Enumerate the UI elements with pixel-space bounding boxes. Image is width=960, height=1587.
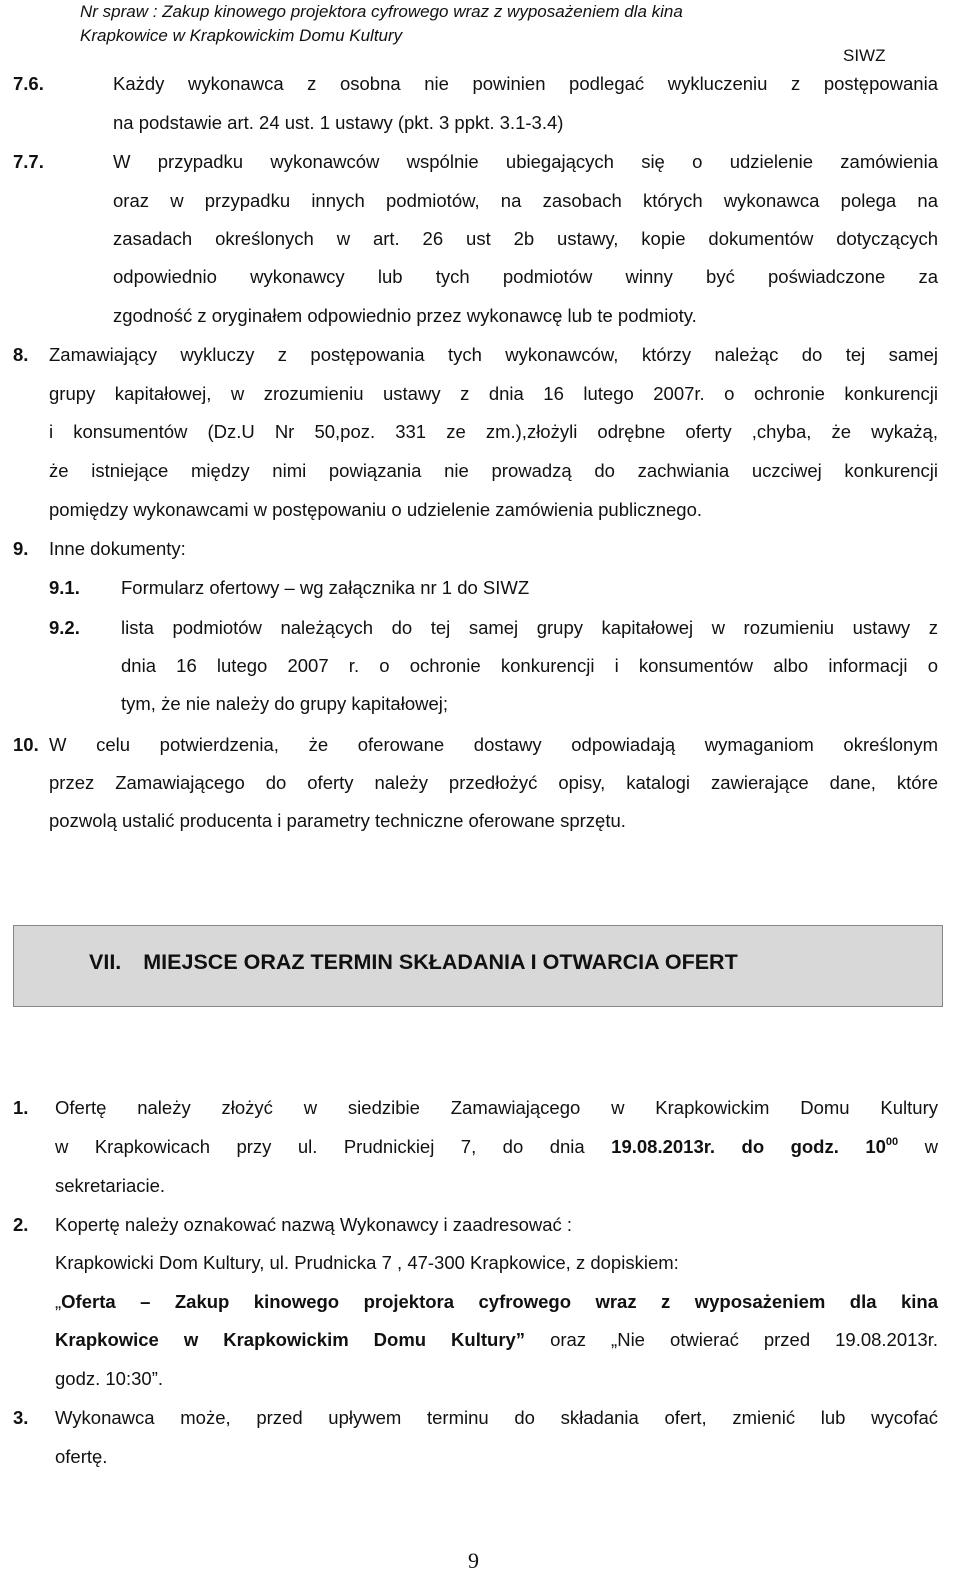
section-heading xyxy=(89,950,738,975)
section-item-2-line-3 xyxy=(55,1282,938,1321)
item-10-line-1: W celu potwierdzenia, że oferowane dostawy odpowiadają wymaganiom określonym xyxy=(49,734,938,755)
section-item-2-line-5: godz. 10:30”. xyxy=(55,1368,163,1389)
item-10-line-2: przez Zamawiającego do oferty należy przedłożyć opisy, katalogi zawierające dane, które xyxy=(49,772,938,793)
section-item-1-line-2 xyxy=(55,1127,938,1166)
deadline-bold: 19.08.2013r. do godz. 10 xyxy=(611,1136,886,1157)
section-item-1-line-1: Ofertę należy złożyć w siedzibie Zamawiającego w Krapkowickim Domu Kultury xyxy=(55,1097,938,1118)
item-8-line-5: pomiędzy wykonawcami w postępowaniu o udzielenie zamówienia publicznego. xyxy=(49,499,703,520)
section-item-2-line-1: Kopertę należy oznakować nazwą Wykonawcy i zaadresować : xyxy=(55,1214,573,1235)
item-7-7-line-1: W przypadku wykonawców wspólnie ubiegających się o udzielenie zamówienia xyxy=(113,151,938,172)
deadline-minutes: 00 xyxy=(885,1136,899,1148)
section-item-2-line-4-text: oraz „Nie otwierać przed 19.08.2013r. xyxy=(550,1329,938,1350)
item-9-2-line-2: dnia 16 lutego 2007 r. o ochronie konkurencji i konsumentów albo informacji o xyxy=(121,655,938,676)
item-7-7-line-5: zgodność z oryginałem odpowiednio przez wykonawcę lub te podmioty. xyxy=(113,305,697,326)
section-item-1-line-2-end: w xyxy=(924,1136,939,1157)
item-8-line-3: i konsumentów (Dz.U Nr 50,poz. 331 ze zm.),złożyli odrębne oferty ,chyba, że wykażą, xyxy=(49,421,938,442)
section-item-1-line-3: sekretariacie. xyxy=(55,1175,166,1196)
section-item-3-line-1: Wykonawca może, przed upływem terminu do składania ofert, zmienić lub wycofać xyxy=(55,1407,938,1428)
item-9-number: 9. xyxy=(13,538,29,559)
item-7-7-line-2: oraz w przypadku innych podmiotów, na zasobach których wykonawca polega na xyxy=(113,190,938,211)
item-9-2-line-1: lista podmiotów należących do tej samej grupy kapitałowej w rozumieniu ustawy z xyxy=(121,617,938,638)
opening-quote: „ xyxy=(55,1291,62,1312)
envelope-label-bold-1: Oferta – Zakup kinowego projektora cyfrowego wraz z wyposażeniem dla kina xyxy=(61,1291,938,1312)
item-8-line-1: Zamawiający wykluczy z postępowania tych wykonawców, którzy należąc do tej samej xyxy=(49,344,938,365)
item-7-6-number: 7.6. xyxy=(13,73,44,94)
section-title: MIEJSCE ORAZ TERMIN SKŁADANIA I OTWARCIA OFERT xyxy=(143,950,738,974)
item-10-number: 10. xyxy=(13,734,39,755)
item-10-line-3: pozwolą ustalić producenta i parametry techniczne oferowane sprzętu. xyxy=(49,810,626,831)
section-item-2-number: 2. xyxy=(13,1214,29,1235)
item-7-6-line-2: na podstawie art. 24 ust. 1 ustawy (pkt. 3 ppkt. 3.1-3.4) xyxy=(113,112,564,133)
item-8-number: 8. xyxy=(13,344,29,365)
section-item-1-line-2-text: w Krapkowicach przy ul. Prudnickiej 7, do dnia xyxy=(55,1136,585,1157)
section-item-3-number: 3. xyxy=(13,1407,29,1428)
item-9-1-number: 9.1. xyxy=(49,577,80,598)
page-number: 9 xyxy=(468,1548,479,1573)
header-siwz: SIWZ xyxy=(843,46,886,65)
section-number: VII. xyxy=(89,950,122,974)
item-9-2-line-3: tym, że nie należy do grupy kapitałowej; xyxy=(121,693,449,714)
header-line-1: Nr spraw : Zakup kinowego projektora cyfrowego wraz z wyposażeniem dla kina xyxy=(80,2,683,21)
section-item-2-line-2: Krapkowicki Dom Kultury, ul. Prudnicka 7 , 47-300 Krapkowice, z dopiskiem: xyxy=(55,1252,679,1273)
header-line-2: Krapkowice w Krapkowickim Domu Kultury xyxy=(80,26,403,45)
item-8-line-4: że istniejące między nimi powiązania nie prowadzą do zachwiania uczciwej konkurencji xyxy=(49,460,938,481)
item-9-text: Inne dokumenty: xyxy=(49,538,186,559)
envelope-label-bold-2: Krapkowice w Krapkowickim Domu Kultury” xyxy=(55,1329,526,1350)
item-7-7-number: 7.7. xyxy=(13,151,44,172)
section-heading-band xyxy=(13,925,943,1007)
document-header xyxy=(80,0,880,48)
item-8-line-2: grupy kapitałowej, w zrozumieniu ustawy z dnia 16 lutego 2007r. o ochronie konkurencji xyxy=(49,383,938,404)
section-item-2-line-4 xyxy=(55,1320,938,1359)
item-9-2-number: 9.2. xyxy=(49,617,80,638)
item-9-1-text: Formularz ofertowy – wg załącznika nr 1 do SIWZ xyxy=(121,577,530,598)
section-item-3-line-2: ofertę. xyxy=(55,1446,108,1467)
item-7-7-line-3: zasadach określonych w art. 26 ust 2b ustawy, kopie dokumentów dotyczących xyxy=(113,228,938,249)
item-7-6-line-1: Każdy wykonawca z osobna nie powinien podlegać wykluczeniu z postępowania xyxy=(113,73,938,94)
section-item-1-number: 1. xyxy=(13,1097,29,1118)
item-7-7-line-4: odpowiednio wykonawcy lub tych podmiotów winny być poświadczone za xyxy=(113,266,938,287)
